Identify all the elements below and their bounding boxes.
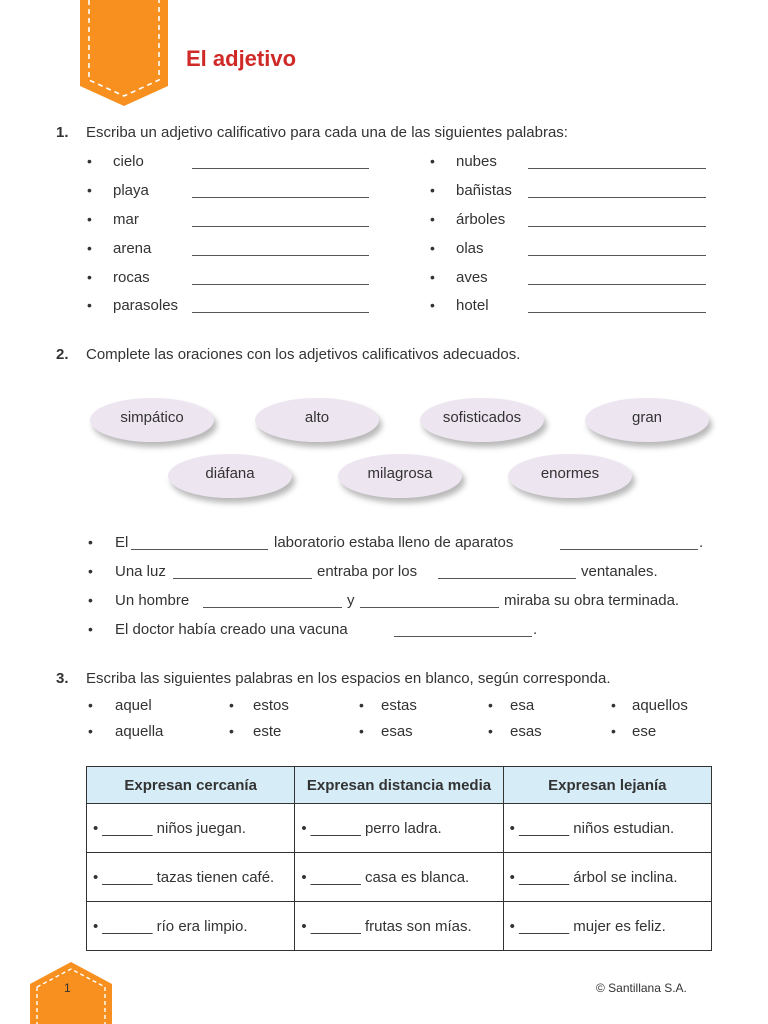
bullet: • <box>87 269 92 285</box>
bullet: • <box>88 697 93 713</box>
bullet: • <box>229 723 234 739</box>
list-item: olas <box>456 240 484 257</box>
sentence-part: laboratorio estaba lleno de aparatos <box>274 534 514 551</box>
answer-line[interactable] <box>131 549 268 550</box>
table-cell[interactable]: • ______ niños estudian. <box>503 804 711 853</box>
answer-line[interactable] <box>192 255 369 256</box>
answer-line[interactable] <box>438 578 576 579</box>
list-item: rocas <box>113 269 150 286</box>
bullet: • <box>611 697 616 713</box>
question-1-number: 1. <box>56 124 69 141</box>
table-cell[interactable]: • ______ casa es blanca. <box>295 853 503 902</box>
cell-text: casa es blanca. <box>364 868 470 886</box>
cell-text: río era limpio. <box>156 917 248 935</box>
answer-line[interactable] <box>192 197 369 198</box>
word-item: aquellos <box>632 697 688 714</box>
bullet: • <box>88 534 93 550</box>
bullet: • <box>87 182 92 198</box>
bullet: • <box>88 621 93 637</box>
page-number: 1 <box>64 981 71 995</box>
table-cell[interactable]: • ______ mujer es feliz. <box>503 902 711 951</box>
bullet: • <box>611 723 616 739</box>
word-item: esas <box>381 723 413 740</box>
question-2-instruction: Complete las oraciones con los adjetivos calificativos adecuados. <box>86 346 521 363</box>
list-item: arena <box>113 240 152 257</box>
answer-line[interactable] <box>173 578 312 579</box>
word-item: este <box>253 723 282 740</box>
list-item: bañistas <box>456 182 512 199</box>
word-bank-chip[interactable]: gran <box>585 398 709 442</box>
answer-line[interactable] <box>192 226 369 227</box>
answer-line[interactable] <box>528 284 706 285</box>
bullet: • <box>430 269 435 285</box>
column-header: Expresan cercanía <box>87 767 295 804</box>
table-header-row <box>87 767 712 804</box>
answer-line[interactable] <box>203 607 342 608</box>
bullet: • <box>430 153 435 169</box>
bullet: • <box>359 697 364 713</box>
answer-line[interactable] <box>192 168 369 169</box>
cell-text: perro ladra. <box>364 819 442 837</box>
column-header: Expresan lejanía <box>503 767 711 804</box>
sentence-part: . <box>699 534 704 551</box>
bullet: • <box>430 240 435 256</box>
page-number-badge <box>30 962 112 1024</box>
word-bank-chip[interactable]: diáfana <box>168 454 292 498</box>
cell-text: árbol se inclina. <box>573 868 678 886</box>
table-row <box>87 853 712 902</box>
sentence-part: entraba por los <box>317 563 418 580</box>
word-bank-chip[interactable]: simpático <box>90 398 214 442</box>
list-item: cielo <box>113 153 144 170</box>
table-row <box>87 902 712 951</box>
list-item: hotel <box>456 297 489 314</box>
list-item: playa <box>113 182 149 199</box>
word-item: estas <box>381 697 417 714</box>
answer-line[interactable] <box>192 312 369 313</box>
cell-text: niños juegan. <box>156 819 246 837</box>
bullet: • <box>359 723 364 739</box>
bullet: • <box>88 563 93 579</box>
word-item: estos <box>253 697 289 714</box>
cell-text: niños estudian. <box>573 819 675 837</box>
answer-line[interactable] <box>528 226 706 227</box>
bullet: • <box>87 240 92 256</box>
question-1-instruction: Escriba un adjetivo calificativo para cada una de las siguientes palabras: <box>86 124 568 141</box>
bullet: • <box>87 153 92 169</box>
sentence-part: Una luz <box>115 563 166 580</box>
word-item: aquel <box>115 697 152 714</box>
cell-text: tazas tienen café. <box>156 868 275 886</box>
bullet: • <box>87 211 92 227</box>
bullet: • <box>488 697 493 713</box>
word-bank-chip[interactable]: alto <box>255 398 379 442</box>
table-cell[interactable]: • ______ árbol se inclina. <box>503 853 711 902</box>
list-item: mar <box>113 211 139 228</box>
bullet: • <box>488 723 493 739</box>
word-item: esas <box>510 723 542 740</box>
bullet: • <box>229 697 234 713</box>
answer-line[interactable] <box>528 255 706 256</box>
answer-line[interactable] <box>192 284 369 285</box>
table-cell[interactable]: • ______ niños juegan. <box>87 804 295 853</box>
cell-text: frutas son mías. <box>364 917 472 935</box>
bullet: • <box>88 723 93 739</box>
table-row <box>87 804 712 853</box>
answer-line[interactable] <box>528 312 706 313</box>
answer-line[interactable] <box>528 197 706 198</box>
sentence-part: Un hombre <box>115 592 190 609</box>
list-item: nubes <box>456 153 497 170</box>
list-item: aves <box>456 269 488 286</box>
demonstratives-table <box>86 766 712 951</box>
sentence-part: . <box>533 621 538 638</box>
table-cell[interactable]: • ______ frutas son mías. <box>295 902 503 951</box>
answer-line[interactable] <box>394 636 532 637</box>
list-item: árboles <box>456 211 506 228</box>
sentence-part: El <box>115 534 129 551</box>
word-bank-chip[interactable]: milagrosa <box>338 454 462 498</box>
bullet: • <box>87 297 92 313</box>
sentence-part: ventanales. <box>581 563 658 580</box>
column-header: Expresan distancia media <box>295 767 503 804</box>
table-cell[interactable]: • ______ perro ladra. <box>295 804 503 853</box>
word-item: esa <box>510 697 535 714</box>
copyright-notice: © Santillana S.A. <box>596 981 687 995</box>
word-item: ese <box>632 723 657 740</box>
word-bank-chip[interactable]: enormes <box>508 454 632 498</box>
answer-line[interactable] <box>560 549 698 550</box>
word-item: aquella <box>115 723 164 740</box>
table-cell[interactable]: • ______ tazas tienen café. <box>87 853 295 902</box>
question-2-number: 2. <box>56 346 69 363</box>
bullet: • <box>430 297 435 313</box>
question-3-number: 3. <box>56 670 69 687</box>
word-bank-chip[interactable]: sofisticados <box>420 398 544 442</box>
sentence-part: miraba su obra terminada. <box>504 592 680 609</box>
sentence-part: El doctor había creado una vacuna <box>115 621 348 638</box>
bullet: • <box>88 592 93 608</box>
question-3-instruction: Escriba las siguientes palabras en los espacios en blanco, según corresponda. <box>86 670 611 687</box>
list-item: parasoles <box>113 297 179 314</box>
table-cell[interactable]: • ______ río era limpio. <box>87 902 295 951</box>
sentence-part: y <box>347 592 355 609</box>
cell-text: mujer es feliz. <box>573 917 666 935</box>
page-title: El adjetivo <box>186 46 297 71</box>
bookmark-banner <box>80 0 168 106</box>
bullet: • <box>430 182 435 198</box>
bullet: • <box>430 211 435 227</box>
answer-line[interactable] <box>360 607 499 608</box>
answer-line[interactable] <box>528 168 706 169</box>
